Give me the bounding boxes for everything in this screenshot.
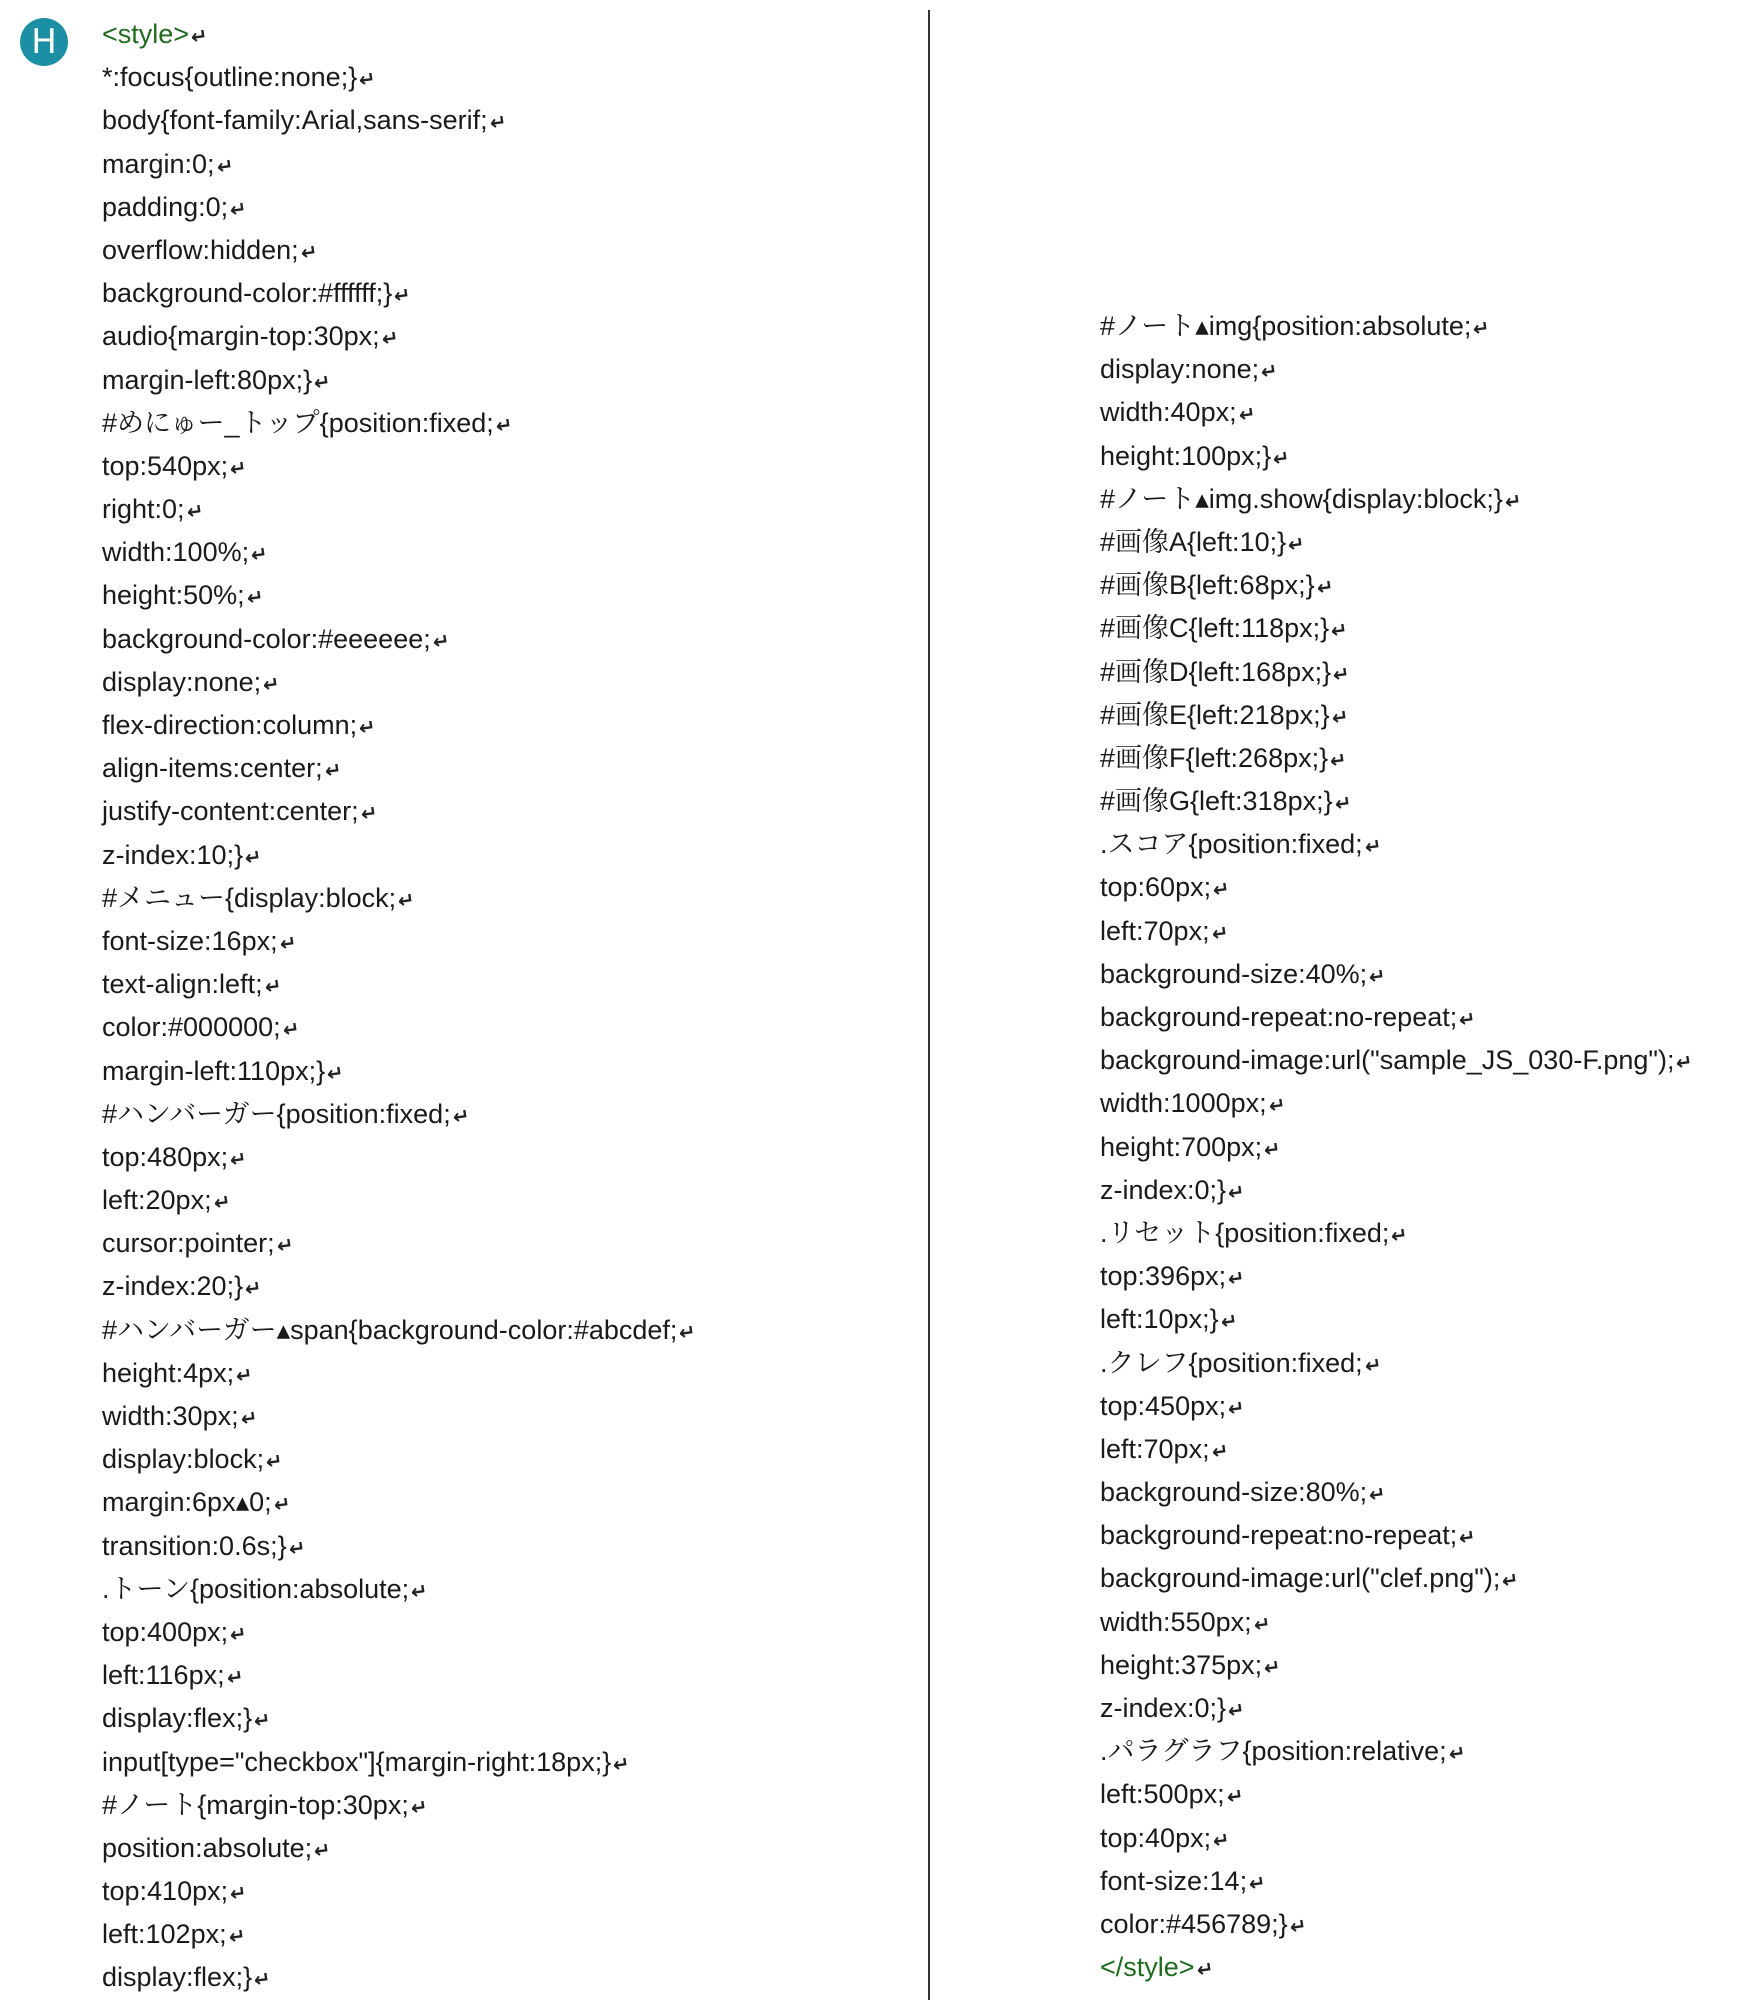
code-line — [1100, 391, 1693, 434]
newline-mark-icon: ↵ — [1271, 446, 1292, 471]
code-line — [1100, 348, 1693, 391]
newline-mark-icon: ↵ — [278, 931, 298, 957]
right-line-text: top:40px; — [1100, 1822, 1212, 1853]
code-line — [1100, 1082, 1693, 1125]
newline-mark-icon: ↵ — [431, 629, 451, 654]
code-line — [1100, 1903, 1693, 1946]
right-line-text: #画像A{left:10;} — [1100, 526, 1287, 557]
code-line — [1100, 651, 1693, 694]
newline-mark-icon: ↵ — [312, 370, 333, 395]
right-line-text: color:#456789;} — [1100, 1908, 1288, 1939]
newline-mark-icon: ↵ — [611, 1752, 632, 1777]
newline-mark-icon: ↵ — [312, 1838, 333, 1863]
code-line — [1100, 1126, 1693, 1169]
left-line-text: overflow:hidden; — [102, 234, 299, 265]
left-line-text: transition:0.6s;} — [102, 1530, 287, 1561]
code-line — [102, 1913, 696, 1956]
left-line-text: cursor:pointer; — [102, 1228, 275, 1259]
left-line-text: top:410px; — [102, 1876, 229, 1907]
left-line-text: audio{margin-top:30px; — [102, 321, 380, 352]
newline-mark-icon: ↵ — [299, 240, 319, 266]
newline-mark-icon: ↵ — [243, 1277, 264, 1302]
left-line-text: position:absolute; — [102, 1832, 313, 1863]
newline-mark-icon: ↵ — [494, 413, 514, 438]
code-line — [102, 747, 696, 790]
newline-mark-icon: ↵ — [189, 24, 210, 50]
code-line — [1100, 607, 1693, 650]
newline-mark-icon: ↵ — [243, 845, 264, 870]
right-line-text: display:none; — [1100, 354, 1260, 385]
left-line-text: justify-content:center; — [102, 796, 359, 827]
code-line — [102, 1784, 696, 1827]
left-line-text: width:100%; — [102, 537, 250, 568]
code-line — [1100, 1255, 1693, 1298]
left-line-text: left:20px; — [102, 1185, 212, 1216]
code-line — [102, 1093, 696, 1136]
newline-mark-icon: ↵ — [1210, 1439, 1230, 1464]
newline-mark-icon: ↵ — [1315, 576, 1335, 601]
code-column-right — [1100, 305, 1693, 1989]
code-line — [102, 1827, 696, 1870]
code-line — [102, 488, 696, 531]
code-line — [102, 1654, 696, 1697]
newline-mark-icon: ↵ — [1328, 748, 1349, 773]
code-line — [1100, 1946, 1693, 1989]
right-line-text: width:1000px; — [1100, 1088, 1267, 1119]
newline-mark-icon: ↵ — [451, 1104, 471, 1129]
newline-mark-icon: ↵ — [1367, 964, 1388, 989]
newline-mark-icon: ↵ — [1503, 489, 1524, 514]
newline-mark-icon: ↵ — [245, 586, 265, 611]
right-line-text: .スコア{position:fixed; — [1100, 829, 1363, 860]
left-line-text: top:540px; — [102, 450, 229, 481]
right-line-text: .パラグラフ{position:relative; — [1100, 1736, 1447, 1767]
right-line-text: #画像B{left:68px;} — [1100, 570, 1315, 601]
newline-mark-icon: ↵ — [488, 111, 508, 136]
code-line — [1100, 478, 1693, 521]
code-line — [1100, 1342, 1693, 1385]
newline-mark-icon: ↵ — [215, 154, 235, 179]
left-line-text: display:none; — [102, 666, 262, 697]
newline-mark-icon: ↵ — [264, 1450, 285, 1475]
code-line — [1100, 737, 1693, 780]
newline-mark-icon: ↵ — [227, 1925, 247, 1950]
code-line — [1100, 1601, 1693, 1644]
right-line-text: left:70px; — [1100, 915, 1210, 946]
right-line-text: top:60px; — [1100, 872, 1212, 903]
left-line-text: flex-direction:column; — [102, 710, 358, 740]
newline-mark-icon: ↵ — [359, 802, 379, 827]
newline-mark-icon: ↵ — [287, 1536, 307, 1561]
right-line-text: top:396px; — [1100, 1261, 1227, 1292]
right-line-text: z-index:0;} — [1100, 1174, 1227, 1205]
newline-mark-icon: ↵ — [357, 68, 378, 93]
code-line — [1100, 1471, 1693, 1514]
left-line-text: margin:0; — [102, 148, 215, 179]
left-line-text: align-items:center; — [102, 753, 323, 784]
right-line-text: #画像E{left:218px;} — [1100, 699, 1330, 730]
code-line — [102, 1697, 696, 1740]
newline-mark-icon: ↵ — [1226, 1180, 1247, 1205]
left-line-text: margin-left:110px;} — [102, 1055, 326, 1086]
left-line-text: z-index:10;} — [102, 839, 244, 870]
code-line — [102, 1222, 696, 1265]
right-line-text: left:10px;} — [1100, 1304, 1219, 1335]
right-line-text: #画像C{left:118px;} — [1100, 613, 1330, 644]
code-line — [1100, 1039, 1693, 1082]
code-line — [102, 315, 696, 358]
column-divider — [928, 10, 930, 2000]
code-line — [1100, 1385, 1693, 1428]
code-line — [1100, 866, 1693, 909]
left-line-text: *:focus{outline:none;} — [102, 62, 358, 93]
newline-mark-icon: ↵ — [325, 1061, 346, 1086]
newline-mark-icon: ↵ — [261, 672, 282, 697]
left-line-text: margin-left:80px;} — [102, 364, 313, 395]
newline-mark-icon: ↵ — [1262, 1137, 1283, 1162]
left-line-text: padding:0; — [102, 191, 229, 222]
newline-mark-icon: ↵ — [409, 1795, 429, 1820]
code-line — [102, 1870, 696, 1913]
code-line — [102, 13, 696, 56]
code-line — [102, 1050, 696, 1093]
left-line-text: #ハンバーガー▴span{background-color:#abcdef; — [102, 1314, 678, 1345]
newline-mark-icon: ↵ — [1219, 1310, 1239, 1335]
code-line — [102, 1611, 696, 1654]
left-line-text: display:flex;} — [102, 1703, 253, 1734]
left-line-text: width:30px; — [102, 1401, 239, 1431]
newline-mark-icon: ↵ — [272, 1493, 292, 1518]
code-line — [1100, 1730, 1693, 1773]
code-line — [102, 661, 696, 704]
newline-mark-icon: ↵ — [1259, 360, 1280, 385]
right-line-text: background-size:40%; — [1100, 958, 1368, 989]
code-line — [102, 531, 696, 574]
newline-mark-icon: ↵ — [677, 1320, 698, 1345]
code-line — [102, 1525, 696, 1568]
left-line-text: right:0; — [102, 494, 185, 525]
right-line-text: font-size:14; — [1100, 1865, 1248, 1896]
code-line — [102, 877, 696, 920]
newline-mark-icon: ↵ — [1471, 316, 1492, 342]
left-line-text: background-color:#ffffff;} — [102, 278, 393, 309]
code-line — [1100, 305, 1693, 348]
right-line-text: width:550px; — [1100, 1606, 1252, 1637]
left-line-text: input[type="checkbox"]{margin-right:18px;} — [102, 1746, 612, 1777]
newline-mark-icon: ↵ — [1500, 1569, 1521, 1594]
right-line-text: #ノート▴img{position:absolute; — [1100, 311, 1472, 341]
newline-mark-icon: ↵ — [281, 1018, 301, 1043]
code-line — [102, 402, 696, 445]
code-line — [1100, 953, 1693, 996]
newline-mark-icon: ↵ — [1363, 835, 1383, 860]
code-line — [102, 56, 696, 99]
code-line — [1100, 1514, 1693, 1557]
left-line-text: #めにゅー_トップ{position:fixed; — [102, 407, 494, 438]
newline-mark-icon: ↵ — [1210, 921, 1230, 946]
newline-mark-icon: ↵ — [1252, 1612, 1272, 1637]
right-line-text: background-size:80%; — [1100, 1477, 1368, 1508]
newline-mark-icon: ↵ — [263, 975, 283, 1000]
code-line — [102, 834, 696, 877]
code-line — [102, 790, 696, 833]
left-line-text: font-size:16px; — [102, 925, 278, 956]
left-line-text: height:50%; — [102, 580, 245, 611]
newline-mark-icon: ↵ — [357, 715, 378, 741]
newline-mark-icon: ↵ — [185, 500, 205, 525]
right-line-text: height:100px;} — [1100, 440, 1272, 471]
code-line — [102, 963, 696, 1006]
code-line — [102, 1956, 696, 1999]
left-line-text: display:flex;} — [102, 1962, 253, 1993]
newline-mark-icon: ↵ — [228, 1622, 249, 1648]
right-line-text: top:450px; — [1100, 1390, 1227, 1421]
left-line-text: left:102px; — [102, 1919, 227, 1950]
newline-mark-icon: ↵ — [1226, 1396, 1247, 1421]
code-line — [1100, 564, 1693, 607]
code-line — [102, 99, 696, 142]
code-line — [102, 1438, 696, 1481]
code-line — [1100, 694, 1693, 737]
left-line-text: z-index:20;} — [102, 1271, 244, 1302]
right-line-text: background-image:url("sample_JS_030-F.png"); — [1100, 1045, 1675, 1076]
right-line-text: width:40px; — [1100, 397, 1237, 428]
left-line-text: top:400px; — [102, 1616, 229, 1647]
left-line-text: color:#000000; — [102, 1012, 281, 1043]
newline-mark-icon: ↵ — [1363, 1353, 1383, 1378]
code-line — [102, 272, 696, 315]
right-line-text: .クレフ{position:fixed; — [1100, 1347, 1363, 1378]
right-line-text: background-repeat:no-repeat; — [1100, 1520, 1458, 1551]
code-line — [102, 1309, 696, 1352]
code-line — [102, 1179, 696, 1222]
left-line-text: #メニュー{display:block; — [102, 882, 397, 913]
left-line-text: #ハンバーガー{position:fixed; — [102, 1098, 451, 1129]
left-line-text: .トーン{position:absolute; — [102, 1573, 410, 1604]
left-line-text: background-color:#eeeeee; — [102, 623, 431, 654]
code-line — [102, 704, 696, 747]
newline-mark-icon: ↵ — [1286, 532, 1307, 558]
newline-mark-icon: ↵ — [1262, 1655, 1283, 1680]
newline-mark-icon: ↵ — [380, 327, 400, 352]
code-line — [102, 1352, 696, 1395]
code-line — [1100, 910, 1693, 953]
code-line — [1100, 1860, 1693, 1903]
right-line-text: left:70px; — [1100, 1433, 1210, 1464]
paragraph-marker-badge: H — [20, 18, 68, 66]
newline-mark-icon: ↵ — [1674, 1051, 1695, 1076]
newline-mark-icon: ↵ — [1329, 619, 1350, 644]
code-line — [1100, 1773, 1693, 1816]
right-line-text: z-index:0;} — [1100, 1693, 1227, 1723]
newline-mark-icon: ↵ — [252, 1709, 273, 1734]
newline-mark-icon: ↵ — [1195, 1958, 1215, 1983]
newline-mark-icon: ↵ — [228, 456, 249, 481]
left-line-text: top:480px; — [102, 1141, 229, 1172]
newline-mark-icon: ↵ — [1226, 1267, 1247, 1292]
left-line-text: body{font-family:Arial,sans-serif; — [102, 105, 488, 136]
code-line — [102, 143, 696, 186]
right-line-text: left:500px; — [1100, 1779, 1225, 1810]
code-line — [1100, 1169, 1693, 1212]
newline-mark-icon: ↵ — [323, 759, 343, 784]
code-line — [1100, 780, 1693, 823]
right-line-text: </style> — [1100, 1952, 1195, 1983]
left-line-text: display:block; — [102, 1444, 265, 1475]
left-line-text: <style> — [102, 19, 190, 49]
code-line — [102, 229, 696, 272]
newline-mark-icon: ↵ — [1267, 1094, 1287, 1119]
newline-mark-icon: ↵ — [1211, 1828, 1232, 1853]
newline-mark-icon: ↵ — [392, 284, 413, 309]
code-line — [102, 920, 696, 963]
code-line — [102, 359, 696, 402]
code-line — [1100, 1644, 1693, 1687]
right-line-text: #画像D{left:168px;} — [1100, 656, 1332, 687]
code-line — [102, 1395, 696, 1438]
newline-mark-icon: ↵ — [1211, 878, 1232, 903]
code-line — [102, 1265, 696, 1308]
newline-mark-icon: ↵ — [1367, 1483, 1388, 1508]
newline-mark-icon: ↵ — [1331, 662, 1352, 687]
newline-mark-icon: ↵ — [1389, 1223, 1410, 1249]
code-line — [102, 186, 696, 229]
newline-mark-icon: ↵ — [1447, 1742, 1467, 1767]
newline-mark-icon: ↵ — [249, 543, 270, 568]
code-column-left — [102, 13, 696, 2000]
code-line — [1100, 996, 1693, 1039]
code-line — [1100, 435, 1693, 478]
left-line-text: text-align:left; — [102, 969, 263, 1000]
left-line-text: margin:6px▴0; — [102, 1487, 272, 1518]
newline-mark-icon: ↵ — [275, 1234, 295, 1259]
code-line — [1100, 1817, 1693, 1860]
code-line — [1100, 1428, 1693, 1471]
newline-mark-icon: ↵ — [228, 1882, 249, 1907]
newline-mark-icon: ↵ — [252, 1968, 273, 1993]
newline-mark-icon: ↵ — [396, 888, 417, 913]
right-line-text: background-image:url("clef.png"); — [1100, 1563, 1501, 1594]
code-line — [1100, 823, 1693, 866]
newline-mark-icon: ↵ — [228, 197, 249, 222]
code-line — [102, 445, 696, 488]
right-line-text: #ノート▴img.show{display:block;} — [1100, 483, 1503, 514]
newline-mark-icon: ↵ — [212, 1191, 232, 1216]
newline-mark-icon: ↵ — [1226, 1698, 1247, 1724]
code-line — [1100, 1212, 1693, 1255]
code-line — [1100, 1687, 1693, 1730]
code-line — [102, 1006, 696, 1049]
code-line — [102, 1568, 696, 1611]
left-line-text: #ノート{margin-top:30px; — [102, 1789, 409, 1820]
right-line-text: height:375px; — [1100, 1649, 1263, 1680]
newline-mark-icon: ↵ — [1237, 403, 1257, 428]
left-line-text: left:116px; — [102, 1660, 225, 1691]
newline-mark-icon: ↵ — [234, 1363, 255, 1388]
code-line — [102, 1481, 696, 1524]
newline-mark-icon: ↵ — [239, 1406, 259, 1432]
code-line — [102, 1136, 696, 1179]
newline-mark-icon: ↵ — [1288, 1914, 1308, 1940]
right-line-text: background-repeat:no-repeat; — [1100, 1002, 1458, 1032]
code-line — [1100, 1557, 1693, 1600]
newline-mark-icon: ↵ — [225, 1666, 245, 1691]
code-line — [102, 1741, 696, 1784]
code-line — [1100, 1298, 1693, 1341]
code-line — [102, 618, 696, 661]
newline-mark-icon: ↵ — [1330, 705, 1350, 730]
newline-mark-icon: ↵ — [1225, 1785, 1245, 1810]
right-line-text: .リセット{position:fixed; — [1100, 1217, 1390, 1248]
newline-mark-icon: ↵ — [1457, 1526, 1478, 1551]
newline-mark-icon: ↵ — [1247, 1871, 1268, 1896]
newline-mark-icon: ↵ — [228, 1147, 249, 1172]
newline-mark-icon: ↵ — [1457, 1007, 1478, 1033]
code-line — [1100, 521, 1693, 564]
right-line-text: #画像G{left:318px;} — [1100, 786, 1333, 817]
right-line-text: #画像F{left:268px;} — [1100, 742, 1329, 773]
right-line-text: height:700px; — [1100, 1131, 1263, 1162]
code-line — [102, 574, 696, 617]
newline-mark-icon: ↵ — [1333, 792, 1353, 817]
newline-mark-icon: ↵ — [409, 1579, 430, 1604]
left-line-text: height:4px; — [102, 1357, 235, 1388]
